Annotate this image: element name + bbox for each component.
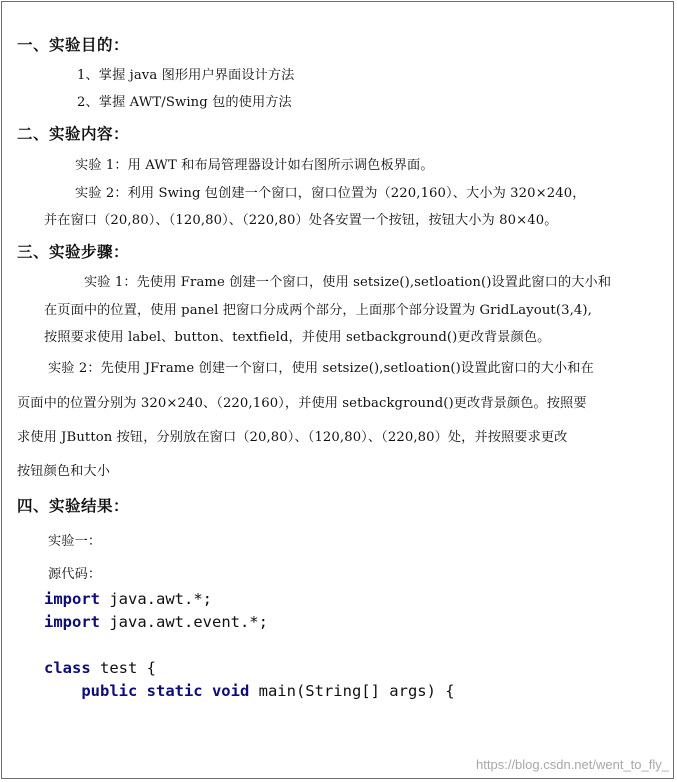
document-body	[2, 2, 673, 778]
experiment-one-label: 实验一：	[48, 534, 102, 549]
code-line-2	[44, 613, 268, 631]
section-heading-results: 四、实验结果：	[17, 496, 130, 515]
code-text: java.awt.event.*;	[100, 613, 268, 631]
section-heading-purpose: 一、实验目的：	[17, 35, 130, 54]
steps-line-5: 页面中的位置分别为 320×240、（220,160），并使用 setbackground()更改背景颜色。按照要	[17, 396, 587, 411]
code-line-1	[44, 590, 212, 608]
document-frame	[1, 1, 674, 779]
code-line-3	[44, 659, 156, 677]
section-heading-steps: 三、实验步骤：	[17, 242, 130, 261]
code-keyword: import	[44, 590, 100, 608]
code-keyword: import	[44, 613, 100, 631]
purpose-item-1: 1、掌握 java 图形用户界面设计方法	[77, 68, 295, 83]
steps-line-4: 实验 2：先使用 JFrame 创建一个窗口，使用 setsize(),setloation()设置此窗口的大小和在	[48, 361, 594, 376]
code-text: java.awt.*;	[100, 590, 212, 608]
code-text: test {	[90, 659, 156, 677]
code-text: main(String[] args) {	[249, 682, 455, 700]
steps-line-1: 实验 1：先使用 Frame 创建一个窗口，使用 setsize(),setloation()设置此窗口的大小和	[84, 275, 612, 290]
content-line-3: 并在窗口（20,80）、（120,80）、（220,80）处各安置一个按钮，按钮大小为 80×40。	[44, 213, 558, 228]
purpose-item-2: 2、掌握 AWT/Swing 包的使用方法	[77, 95, 292, 110]
steps-line-6: 求使用 JButton 按钮，分别放在窗口（20,80）、（120,80）、（220,80）处，并按照要求更改	[17, 430, 568, 445]
steps-line-7: 按钮颜色和大小	[17, 464, 111, 479]
watermark-url: https://blog.csdn.net/went_to_fly_	[476, 757, 669, 772]
steps-line-2: 在页面中的位置，使用 panel 把窗口分成两个部分，上面那个部分设置为 GridLayout(3,4),	[44, 303, 592, 318]
steps-line-3: 按照要求使用 label、button、textfield，并使用 setbackground()更改背景颜色。	[44, 330, 551, 345]
code-keyword: public static void	[81, 682, 250, 700]
content-line-1: 实验 1：用 AWT 和布局管理器设计如右图所示调色板界面。	[75, 158, 434, 173]
source-code-label: 源代码：	[48, 567, 102, 582]
code-indent	[44, 682, 81, 700]
code-keyword: class	[44, 659, 91, 677]
section-heading-content: 二、实验内容：	[17, 124, 130, 143]
code-line-4	[44, 682, 455, 700]
content-line-2: 实验 2：利用 Swing 包创建一个窗口，窗口位置为（220,160）、大小为 320×240，	[75, 186, 586, 201]
